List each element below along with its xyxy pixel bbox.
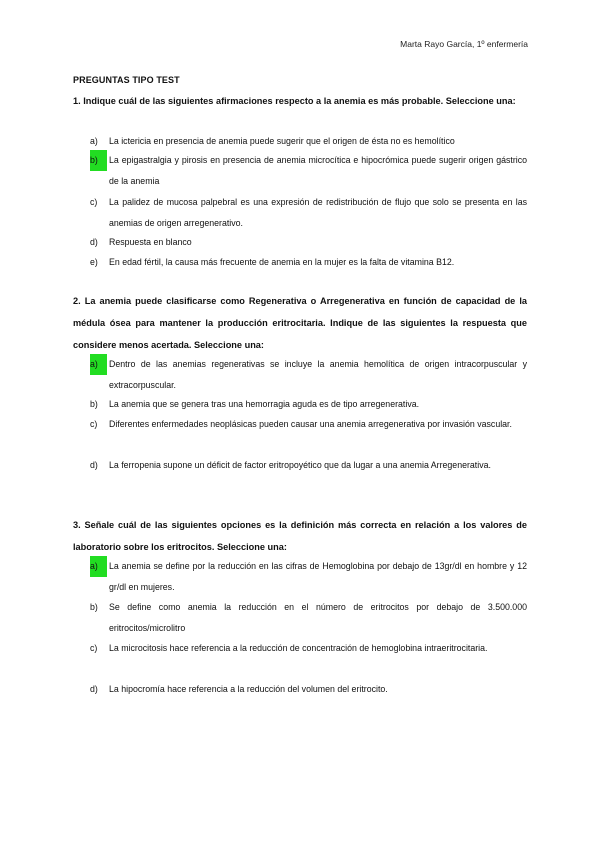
option-letter: e) — [90, 257, 98, 267]
option-letter: c) — [90, 643, 98, 653]
question-1-option-d — [90, 232, 527, 253]
option-letter: a) — [90, 136, 98, 146]
question-3-option-b — [90, 597, 527, 638]
question-2-option-a — [90, 354, 527, 395]
question-3-option-a — [90, 556, 527, 597]
question-1-option-a — [90, 131, 527, 152]
option-text: La microcitosis hace referencia a la reducción de concentración de hemoglobina intraeritrocitaria. — [109, 643, 488, 653]
option-letter: d) — [90, 684, 98, 694]
question-2-option-d — [90, 455, 527, 476]
option-letter: c) — [90, 419, 98, 429]
question-3: 3. Señale cuál de las siguientes opciones es la definición más correcta en relación a los valores de laboratorio sobre los eritrocitos. Seleccione una: — [73, 520, 527, 552]
option-letter-highlighted: b) — [90, 150, 107, 171]
question-1-option-b — [90, 150, 527, 191]
option-letter-highlighted: a) — [90, 354, 107, 375]
header-author: Marta Rayo García, 1º enfermería — [400, 39, 528, 49]
option-text: Se define como anemia la reducción en el número de eritrocitos por debajo de 3.500.000 eritrocitos/microlitro — [109, 602, 527, 633]
option-text: En edad fértil, la causa más frecuente de anemia en la mujer es la falta de vitamina B12. — [109, 257, 455, 267]
option-text: La epigastralgia y pirosis en presencia de anemia microcítica e hipocrómica puede sugerir origen gástrico de la anemia — [109, 155, 527, 186]
option-text: Dentro de las anemias regenerativas se incluye la anemia hemolítica de origen intracorpuscular y extracorpuscular. — [109, 359, 527, 390]
option-text: La hipocromía hace referencia a la reducción del volumen del eritrocito. — [109, 684, 388, 694]
question-1-option-c — [90, 192, 527, 233]
option-letter: d) — [90, 460, 98, 470]
option-text: Respuesta en blanco — [109, 237, 192, 247]
question-3-option-c — [90, 638, 527, 659]
option-text: La ictericia en presencia de anemia puede sugerir que el origen de ésta no es hemolítico — [109, 136, 455, 146]
question-2-option-b — [90, 394, 527, 415]
question-1: 1. Indique cuál de las siguientes afirmaciones respecto a la anemia es más probable. Seleccione una: — [73, 96, 516, 106]
option-letter: c) — [90, 197, 98, 207]
option-text: La anemia se define por la reducción en las cifras de Hemoglobina por debajo de 13gr/dl en hombre y 12 gr/dl en mujeres. — [109, 561, 527, 592]
option-letter: b) — [90, 602, 98, 612]
option-letter: b) — [90, 399, 98, 409]
section-title: PREGUNTAS TIPO TEST — [73, 75, 180, 85]
option-text: La anemia que se genera tras una hemorragia aguda es de tipo arregenerativa. — [109, 399, 420, 409]
question-3-option-d — [90, 679, 527, 700]
question-2-option-c — [90, 414, 527, 435]
question-2: 2. La anemia puede clasificarse como Regenerativa o Arregenerativa en función de capacidad de la médula ósea para mantener la producción eritrocitaria. Indique de las siguientes la respuesta que considere menos acertada. Seleccione una: — [73, 296, 527, 350]
option-letter: d) — [90, 237, 98, 247]
option-text: Diferentes enfermedades neoplásicas pueden causar una anemia arregenerativa por invasión vascular. — [109, 419, 512, 429]
option-text: La palidez de mucosa palpebral es una expresión de redistribución de flujo que solo se presenta en las anemias de origen arregenerativo. — [109, 197, 527, 228]
question-1-option-e — [90, 252, 527, 273]
option-letter-highlighted: a) — [90, 556, 107, 577]
option-text: La ferropenia supone un déficit de factor eritropoyético que da lugar a una anemia Arregenerativa. — [109, 460, 491, 470]
